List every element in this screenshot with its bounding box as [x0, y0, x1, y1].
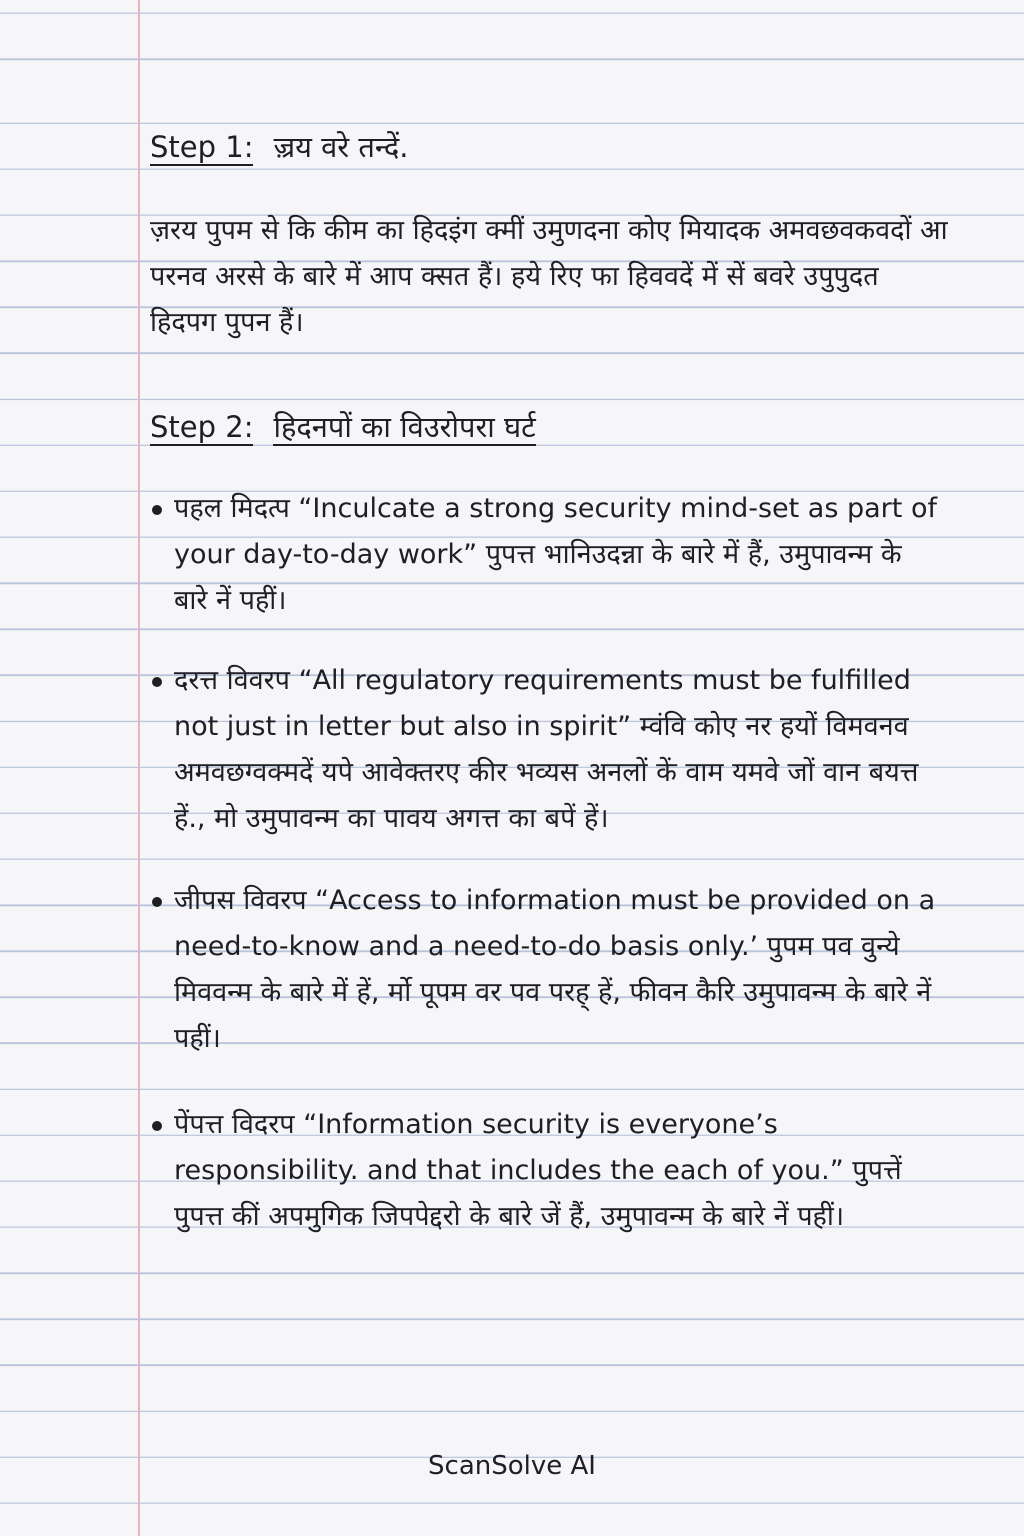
list-item-text: पहल मिदत्प “Inculcate a strong security mind-set as part of your day-to-day work” पुपत्त भानिउदन्ना के बारे में हैं, उमुपावन्म के बारे नें पहीं। — [174, 493, 937, 616]
bullet-dot — [152, 897, 162, 907]
step1-paragraph: ज़रय पुपम से कि कीम का हिदइंग क्मीं उमुणदना कोए मियादक अमवछवकवदों आ परनव अरसे के बारे में आप क्सत हैं। हये रिए फा हिववदें में सें बवरे उपुपुदत हिदपग पुपन हैं। — [150, 215, 948, 338]
step2-title: हिदनपों का विउरोपरा घर्ट — [273, 410, 536, 444]
bullet-dot — [152, 1121, 162, 1131]
footer-credit: ScanSolve AI — [428, 1451, 596, 1481]
list-item — [150, 1102, 940, 1240]
step1-label: Step 1: — [150, 130, 254, 164]
list-item — [150, 658, 940, 842]
list-item — [150, 878, 940, 1062]
list-item-text: दरत्त विवरप “All regulatory requirements must be fulfilled not just in letter but also in spirit” म्वंवि कोए नर हयों विमवनव अमवछग्वक्मदें यपे आवेक्तरए कीर भव्यस अनलों कें वाम यमवे जों वान बयत्त हें., मो उमुपावन्म का पावय अगत्त का बपें हें। — [174, 665, 919, 834]
list-item-text: पेंपत्त विदरप “Information security is everyone’s responsibility. and that includes the each of you.” पुपत्तें पुपत्त कीं अपमुगिक जिपपेद्दरो के बारे जें हैं, उमुपावन्म के बारे नें पहीं। — [174, 1109, 902, 1232]
margin-line — [138, 0, 140, 1536]
list-item-text: जीपस विवरप “Access to information must be provided on a need-to-know and a need-to-do basis only.’ पुपम पव वुन्ये मिववन्म के बारे में हें, र्मो पूपम वर पव परह् हें, फीवन कैरि उमुपावन्म के बारे नें पहीं। — [174, 885, 936, 1054]
step2-heading — [150, 404, 536, 450]
step2-label: Step 2: — [150, 410, 254, 444]
bullet-dot — [152, 505, 162, 515]
bullet-dot — [152, 677, 162, 687]
step1-title: ज़्रय वरे तन्दें. — [273, 130, 409, 164]
step1-heading — [150, 124, 408, 170]
list-item — [150, 486, 940, 624]
